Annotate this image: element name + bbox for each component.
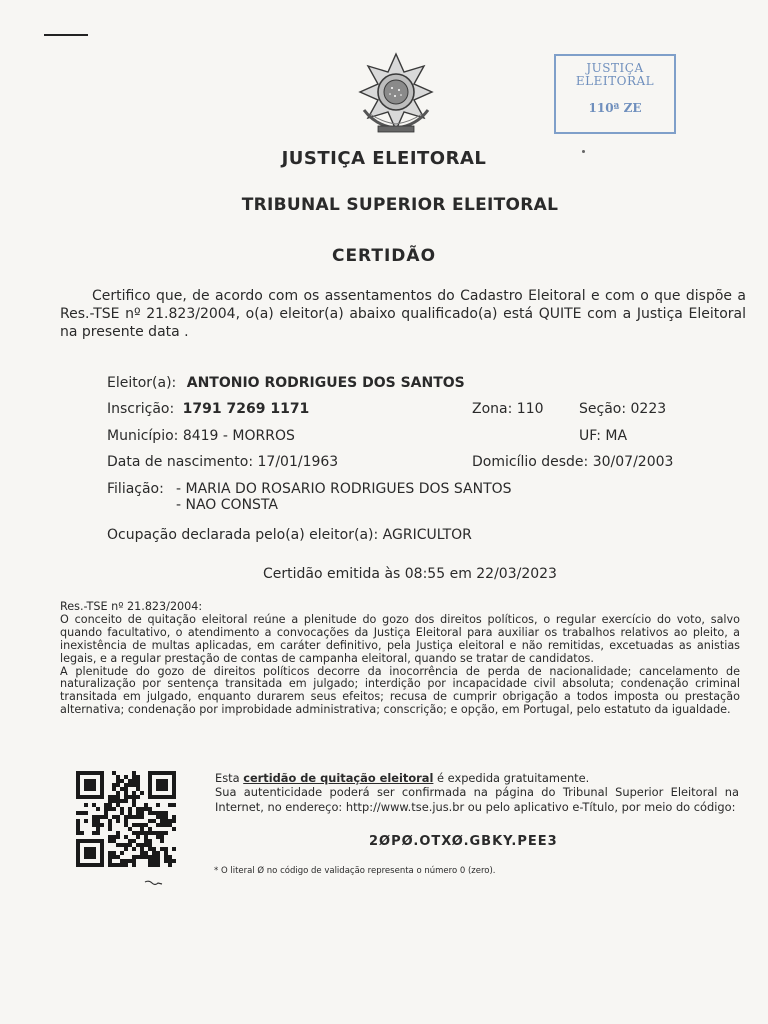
city-value: 8419 - MORROS	[182, 428, 295, 444]
zone-label: Zona:	[472, 401, 513, 417]
occupation-label: Ocupação declarada pelo(a) eleitor(a):	[107, 527, 379, 543]
state-label: UF:	[579, 428, 601, 444]
state-row	[579, 428, 627, 444]
voter-name: ANTONIO RODRIGUES DOS SANTOS	[186, 375, 465, 391]
domicile-label: Domicílio desde:	[472, 454, 589, 470]
electoral-zone-stamp	[554, 54, 676, 134]
section-value: 0223	[630, 401, 667, 417]
validation-footnote: * O literal Ø no código de validação representa o número 0 (zero).	[214, 866, 496, 876]
birth-label: Data de nascimento:	[107, 454, 254, 470]
voter-name-label: Eleitor(a):	[107, 375, 177, 391]
domicile-value: 30/07/2003	[592, 454, 674, 470]
validation-code: 2ØPØ.OTXØ.GBKY.PEE3	[369, 834, 558, 849]
issue-timestamp: Certidão emitida às 08:55 em 22/03/2023	[263, 566, 557, 582]
institution-title: JUSTIÇA ELEITORAL	[281, 148, 487, 169]
section-label: Seção:	[579, 401, 627, 417]
verification-text	[215, 771, 739, 814]
free-issue-pre: Esta	[215, 771, 240, 785]
validation-qr-code	[76, 771, 176, 867]
parent-1: - MARIA DO ROSARIO RODRIGUES DOS SANTOS	[176, 481, 512, 497]
zone-value: 110	[516, 401, 544, 417]
state-value: MA	[605, 428, 628, 444]
legal-paragraph-1: O conceito de quitação eleitoral reúne a plenitude do gozo dos direitos políticos, o regular exercício do voto, salvo quando facultativo, o atendimento a convocações da Justiça Eleitoral para auxiliar os trabalhos relativos ao pleito, a inexistência de multas aplicadas, em caráter definitivo, pela Justiça eleitoral e não remitidas, excetuadas as anistias legais, e a regular prestação de contas de campanha eleitoral, quando se tratar de candidatos.	[60, 612, 740, 665]
parents-label: Filiação:	[107, 481, 164, 497]
city-row	[107, 428, 295, 444]
city-label: Município:	[107, 428, 179, 444]
registration-row	[107, 401, 309, 417]
registration-number: 1791 7269 1171	[182, 401, 310, 417]
certification-paragraph: Certifico que, de acordo com os assentamentos do Cadastro Eleitoral e com o que dispõe a Res.-TSE nº 21.823/2004, o(a) eleitor(a) abaixo qualificado(a) está QUITE com a Justiça Eleitoral na presente data .	[60, 288, 746, 340]
zone-row	[472, 401, 544, 417]
stamp-line-2: ELEITORAL	[575, 74, 655, 88]
certificate-link-text: certidão de quitação eleitoral	[243, 771, 434, 785]
pen-mark-small	[144, 878, 164, 888]
birth-row	[107, 454, 338, 470]
domicile-row	[472, 454, 673, 470]
stamp-line-1: JUSTIÇA	[586, 61, 644, 75]
free-issue-post: é expedida gratuitamente.	[437, 771, 590, 785]
legal-paragraph-2: A plenitude do gozo de direitos políticos decorre da inocorrência de perda de nacionalidade; cancelamento de naturalização por sentença transitada em julgado; interdição por incapacidade civil absoluta; condenação criminal transitada em julgado, enquanto durarem seus efeitos; recusa de cumprir obrigação a todos imposta ou prestação alternativa; condenação por improbidade administrativa; conscrição; e opção, em Portugal, pelo estatuto da igualdade.	[60, 664, 740, 717]
free-issue-line	[215, 771, 739, 785]
parent-2: - NAO CONSTA	[176, 497, 278, 513]
legal-text	[60, 601, 740, 717]
registration-label: Inscrição:	[107, 401, 175, 417]
occupation-value: AGRICULTOR	[382, 527, 472, 543]
court-title: TRIBUNAL SUPERIOR ELEITORAL	[241, 195, 559, 215]
legal-title: Res.-TSE nº 21.823/2004:	[60, 600, 203, 613]
document-title: CERTIDÃO	[331, 246, 437, 266]
pen-mark	[44, 34, 88, 36]
stamp-zone: 110ª ZE	[588, 101, 642, 115]
section-row	[579, 401, 666, 417]
brazil-coat-of-arms-icon	[356, 52, 436, 134]
occupation-row	[107, 527, 472, 543]
authenticity-paragraph: Sua autenticidade poderá ser confirmada na página do Tribunal Superior Eleitoral na Internet, no endereço: http://www.tse.jus.br ou pelo aplicativo e-Título, por meio do código:	[215, 785, 739, 814]
voter-name-row	[107, 375, 465, 391]
birth-value: 17/01/1963	[257, 454, 339, 470]
